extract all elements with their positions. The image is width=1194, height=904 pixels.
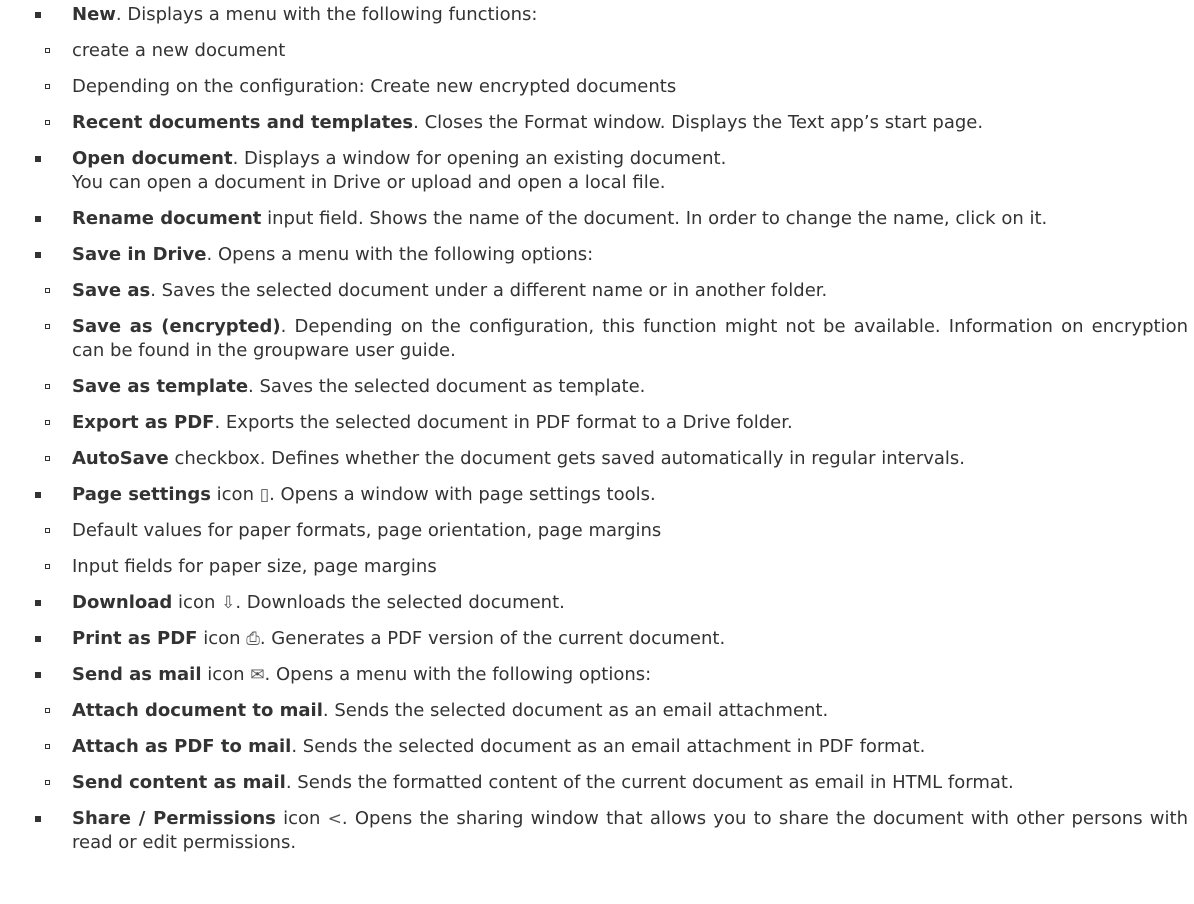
download-icon: ⇩ [221,593,236,613]
square-bullet [45,120,50,125]
list-item-download: Download icon ⇩. Downloads the selected document. [0,591,1194,615]
sub-item: AutoSave checkbox. Defines whether the document gets saved automatically in regular intervals. [0,447,1194,471]
sub-item: Depending on the configuration: Create new encrypted documents [0,75,1194,99]
square-bullet [45,708,50,713]
share-icon: < [327,809,342,829]
sub-item: Attach as PDF to mail. Sends the selected document as an email attachment in PDF format. [0,735,1194,759]
square-bullet [45,456,50,461]
square-bullet [45,84,50,89]
sub-item: Save as template. Saves the selected document as template. [0,375,1194,399]
square-bullet [45,324,50,329]
term-new: New [72,4,116,25]
square-bullet [45,744,50,749]
square-bullet [45,420,50,425]
list-item-save-in-drive: Save in Drive. Opens a menu with the following options: [0,243,1194,267]
sub-item: Save as. Saves the selected document under a different name or in another folder. [0,279,1194,303]
square-bullet [45,288,50,293]
list-item-page-settings: Page settings icon ▯. Opens a window with page settings tools. [0,483,1194,507]
list-item-print-as-pdf: Print as PDF icon ⎙. Generates a PDF version of the current document. [0,627,1194,651]
sub-item: Export as PDF. Exports the selected document in PDF format to a Drive folder. [0,411,1194,435]
page-settings-icon: ▯ [259,485,270,505]
square-bullet [45,528,50,533]
list-item-send-as-mail: Send as mail icon ✉. Opens a menu with the following options: [0,663,1194,687]
square-bullet [45,780,50,785]
list-item-open-document: Open document. Displays a window for opening an existing document. You can open a document in Drive or upload and open a local file. [0,147,1194,195]
sub-item: Attach document to mail. Sends the selected document as an email attachment. [0,699,1194,723]
mail-icon: ✉ [250,665,265,685]
list-item-rename-document: Rename document input field. Shows the name of the document. In order to change the name, click on it. [0,207,1194,231]
print-icon: ⎙ [246,629,260,649]
square-bullet [45,384,50,389]
sub-item: Default values for paper formats, page orientation, page margins [0,519,1194,543]
sub-item: Save as (encrypted). Depending on the configuration, this function might not be available. Information on encryption can be found in the groupware user guide. [0,315,1194,363]
square-bullet [45,48,50,53]
sub-item: Recent documents and templates. Closes the Format window. Displays the Text app’s start page. [0,111,1194,135]
list-item-new: New. Displays a menu with the following functions: [0,3,1194,27]
list-item-share-permissions: Share / Permissions icon <. Opens the sharing window that allows you to share the document with other persons with read or edit permissions. [0,807,1194,855]
sub-item: Input fields for paper size, page margins [0,555,1194,579]
sub-item: Send content as mail. Sends the formatted content of the current document as email in HTML format. [0,771,1194,795]
square-bullet [45,564,50,569]
sub-item: create a new document [0,39,1194,63]
